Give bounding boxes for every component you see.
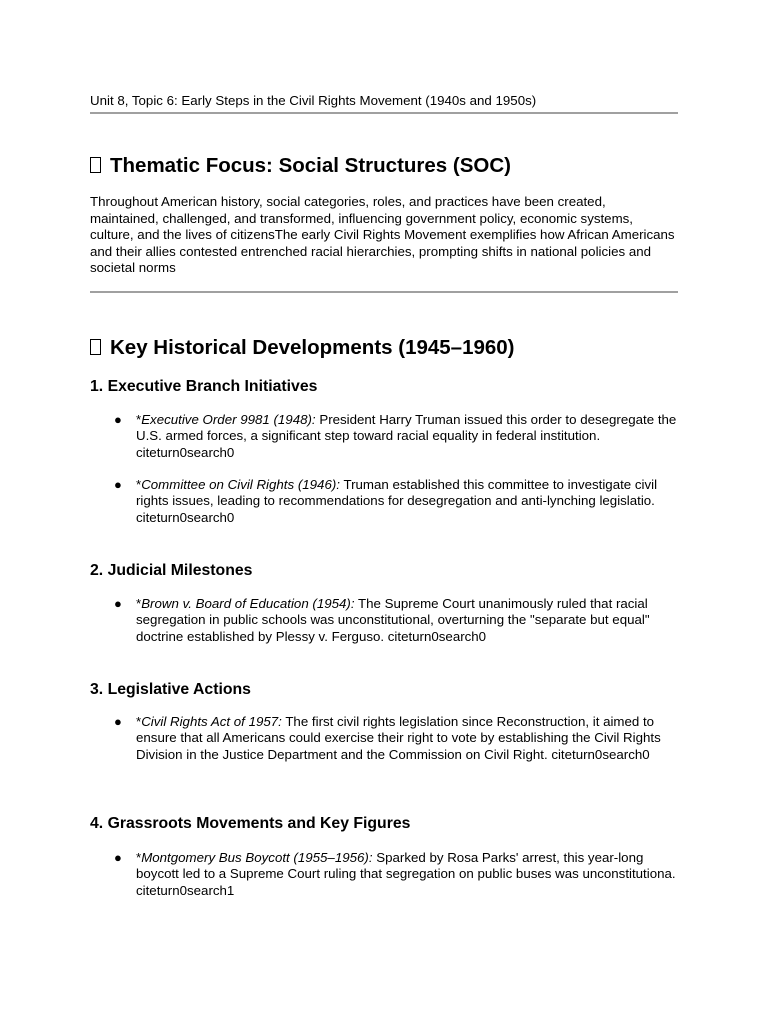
list-item-body [136, 412, 684, 461]
section-heading-judicial: 2. Judicial Milestones [90, 562, 253, 579]
item-text: The Supreme Court unanimously ruled that racial segregation in public schools was unconstitutional, overturning the "separate but equal" doctrine established by Plessy v. Ferguso. citeturn0search0 [136, 596, 650, 644]
list-item-body [136, 477, 684, 526]
item-label: Brown v. Board of Education (1954): [141, 596, 355, 611]
thematic-paragraph: Throughout American history, social categories, roles, and practices have been created, maintained, challenged, and transformed, influencing government policy, economic systems, culture, and the lives of citizensThe early Civil Rights Movement exemplifies how African Americans and their allies contested entrenched racial hierarchies, prompting shifts in national policies and societal norms [90, 194, 675, 275]
bullet-icon: ● [114, 477, 122, 492]
list-item [114, 850, 684, 899]
item-label: Executive Order 9981 (1948): [141, 412, 316, 427]
running-header: Unit 8, Topic 6: Early Steps in the Civil Rights Movement (1940s and 1950s) [90, 93, 537, 108]
item-prefix: * [136, 714, 142, 729]
item-label: Committee on Civil Rights (1946): [141, 477, 340, 492]
item-text: President Harry Truman issued this order to desegregate the U.S. armed forces, a significant step toward racial equality in federal institution. citeturn0search0 [136, 412, 677, 460]
thematic-focus-heading [90, 153, 511, 179]
list-item [114, 596, 684, 645]
missing-glyph-icon [90, 339, 101, 355]
list-item-body [136, 714, 684, 763]
missing-glyph-icon [90, 157, 101, 173]
thematic-heading-text: Thematic Focus: Social Structures (SOC) [110, 154, 511, 177]
bullet-icon: ● [114, 714, 122, 729]
item-text: Sparked by Rosa Parks' arrest, this year-long boycott led to a Supreme Court ruling that segregation on public buses was unconstitutiona. citeturn0search1 [136, 850, 676, 898]
item-prefix: * [136, 477, 142, 492]
item-text: The first civil rights legislation since Reconstruction, it aimed to ensure that all Americans could exercise their right to vote by establishing the Civil Rights Division in the Justice Department and the Commission on Civil Right. citeturn0search0 [136, 714, 661, 762]
bullet-icon: ● [114, 412, 122, 427]
list-item [114, 714, 684, 763]
list-item [114, 412, 684, 461]
section-heading-executive: 1. Executive Branch Initiatives [90, 378, 318, 395]
item-prefix: * [136, 596, 142, 611]
item-prefix: * [136, 412, 142, 427]
item-prefix: * [136, 850, 142, 865]
list-item-body [136, 596, 684, 645]
item-label: Civil Rights Act of 1957: [141, 714, 282, 729]
list-item-body [136, 850, 684, 899]
list-item [114, 477, 684, 526]
bullet-icon: ● [114, 596, 122, 611]
key-developments-heading [90, 335, 515, 361]
item-text: Truman established this committee to investigate civil rights issues, leading to recommendations for desegregation and anti-lynching legislatio. citeturn0search0 [136, 477, 658, 525]
section-divider [90, 291, 678, 293]
header-divider [90, 112, 678, 114]
key-heading-text: Key Historical Developments (1945–1960) [110, 336, 515, 359]
bullet-icon: ● [114, 850, 122, 865]
item-label: Montgomery Bus Boycott (1955–1956): [141, 850, 373, 865]
section-heading-legislative: 3. Legislative Actions [90, 681, 251, 698]
section-heading-grassroots: 4. Grassroots Movements and Key Figures [90, 815, 411, 832]
